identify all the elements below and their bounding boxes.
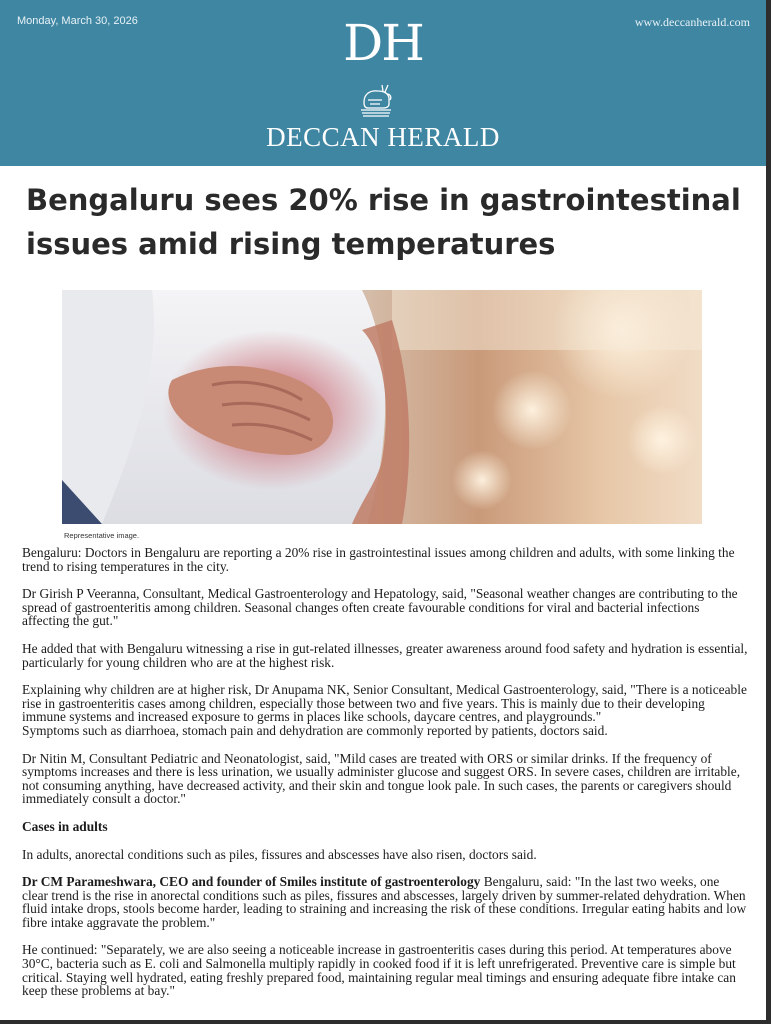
article-photo-illustration [62,290,702,524]
logo-initials[interactable]: DH [343,14,423,72]
section-subhead: Cases in adults [22,818,108,834]
image-caption: Representative image. [64,531,140,540]
speaker-name: Dr CM Parameshwara, CEO and founder of Smiles institute of gastroenterology [22,874,481,890]
article-headline: Bengaluru sees 20% rise in gastrointestinal issues amid rising temperatures [26,183,741,261]
logo-wordmark[interactable]: DECCAN HERALD [266,122,500,152]
paragraph: Symptoms such as diarrhoea, stomach pain and dehydration are commonly reported by patients, doctors said. [22,722,608,738]
paragraph: In adults, anorectal conditions such as piles, fissures and abscesses have also risen, doctors said. [22,846,537,862]
masthead [0,0,766,166]
paragraph: Dr Girish P Veeranna, Consultant, Medical Gastroenterology and Hepatology, said, "Seasonal weather changes are contributing to the spread of gastroenteritis among children. Seasonal changes often create favourable conditions for viral and bacterial infections affecting the gut." [22,586,738,629]
paragraph: Explaining why children are at higher risk, Dr Anupama NK, Senior Consultant, Medical Gastroenterology, said, "There is a noticeable rise in gastroenteritis cases among children, especially those between two and five years. This is mainly due to their developing immune systems and increased exposure to germs in places like schools, daycare centres, and playgrounds." [22,682,747,725]
article-photo [62,290,702,524]
nandi-bull-icon [358,80,394,118]
edge-border [766,0,771,1024]
dateline: Monday, March 30, 2026 [17,15,138,27]
paragraph-text: Bengaluru, said: "In the last two weeks, one clear trend is the rise in anorectal conditions such as piles, fissures and abscesses, largely driven by summer-related dehydration. When fluid intake drops, stools become harder, leading to straining and increasing the risk of these conditions. Irregular eating habits and low fibre intake aggravate the problem." [22,874,747,930]
paragraph: Bengaluru: Doctors in Bengaluru are reporting a 20% rise in gastrointestinal issues among children and adults, with some linking the trend to rising temperatures in the city. [22,545,735,574]
article-body [22,546,748,1012]
paragraph: He added that with Bengaluru witnessing a rise in gut-related illnesses, greater awareness around food safety and hydration is essential, particularly for young children who are at the highest risk. [22,640,748,670]
paragraph [22,875,748,929]
site-url[interactable]: www.deccanherald.com [634,15,750,29]
paragraph: Dr Nitin M, Consultant Pediatric and Neonatologist, said, "Mild cases are treated with ORS or similar drinks. If the frequency of symptoms increases and there is less urination, we usually administer glucose and suggest ORS. In severe cases, children are irritable, not consuming anything, have decreased activity, and their skin and tongue look pale. In such cases, the parents or caregivers should immediately consult a doctor." [22,750,741,807]
edge-border-bottom [0,1020,771,1024]
paragraph: He continued: "Separately, we are also seeing a noticeable increase in gastroenteritis cases during this period. At temperatures above 30°C, bacteria such as E. coli and Salmonella multiply rapidly in cooked food if it is left unrefrigerated. Preventive care is simple but critical. Staying well hydrated, eating freshly prepared food, maintaining regular meal timings and ensuring adequate fibre intake can keep these problems at bay." [22,942,736,999]
